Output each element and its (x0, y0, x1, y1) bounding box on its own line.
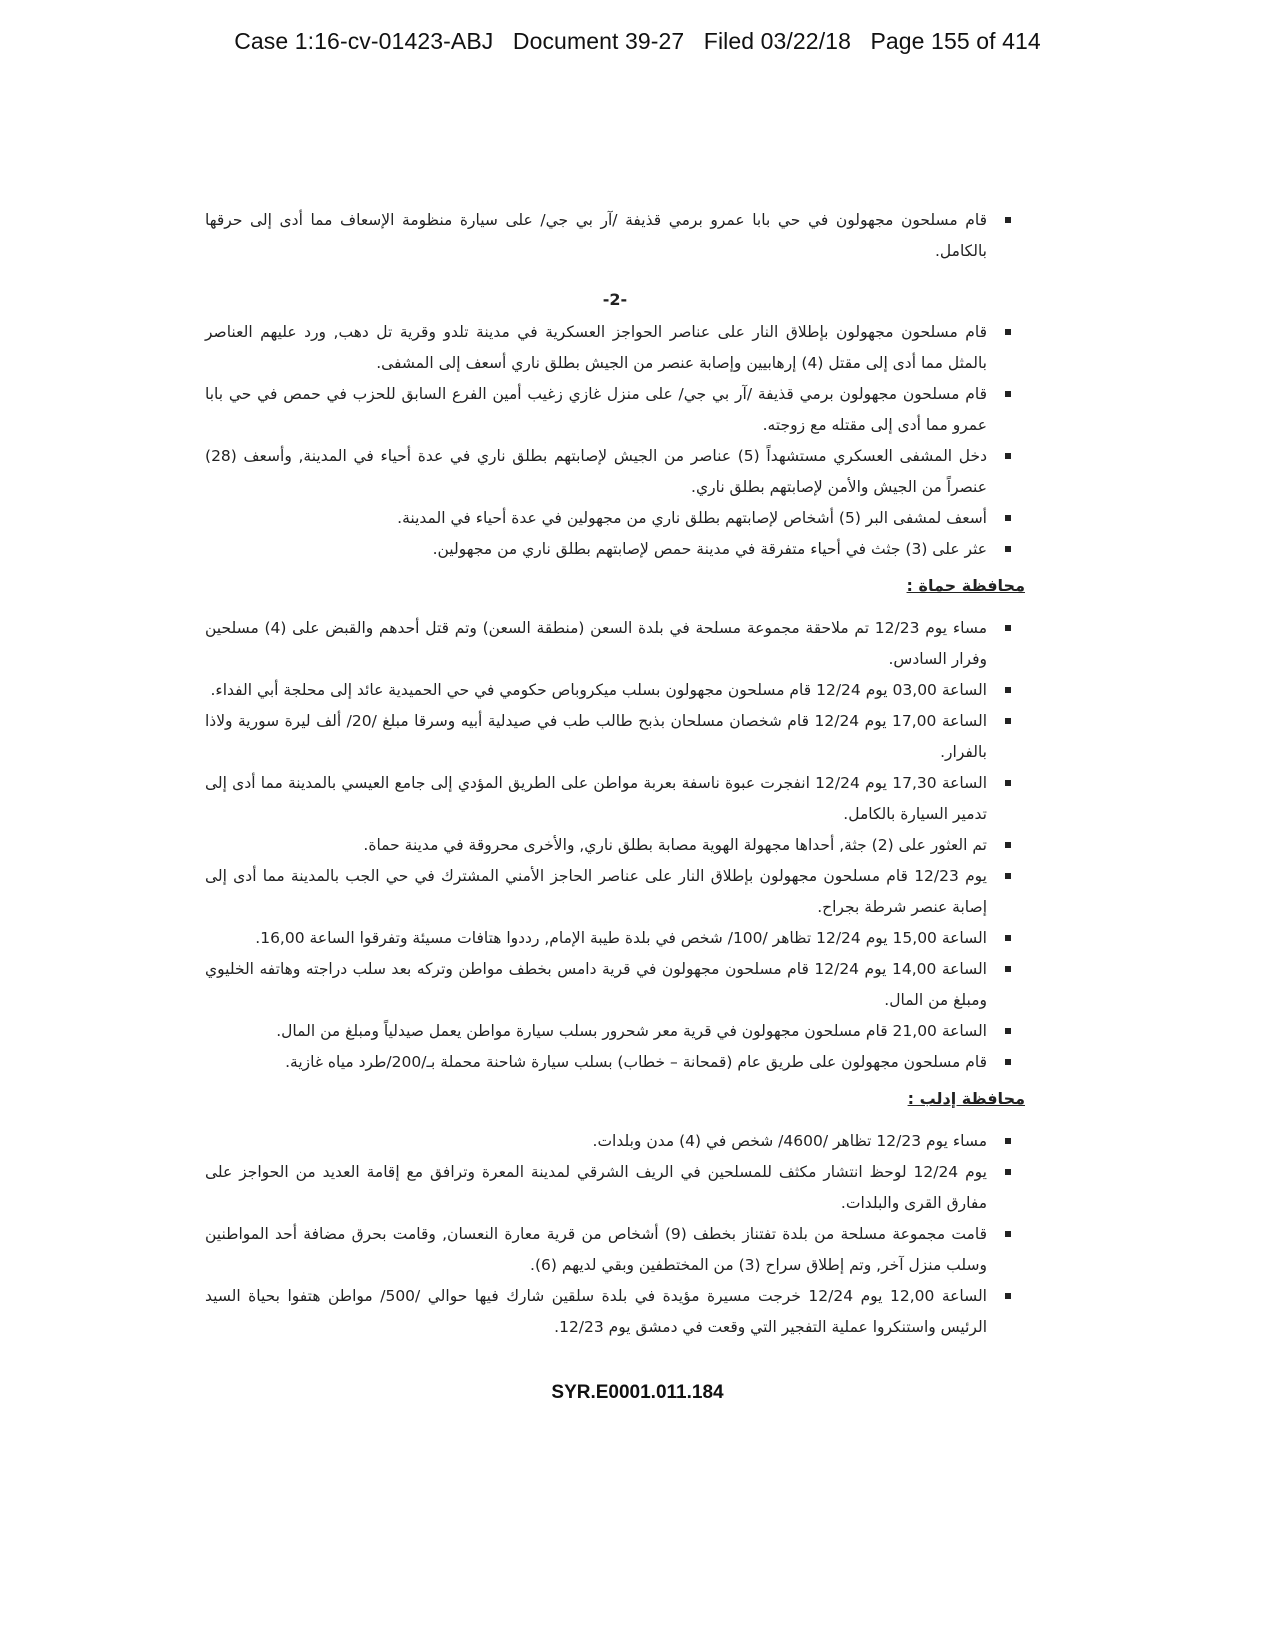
list-item: قام مسلحون مجهولون في حي بابا عمرو برمي قذيفة /آر بي جي/ على سيارة منظومة الإسعاف مما أدى إلى حرقها بالكامل. (205, 205, 1025, 267)
list-item: عثر على (3) جثث في أحياء متفرقة في مدينة حمص لإصابتهم بطلق ناري من مجهولين. (205, 534, 1025, 565)
intro-list (205, 205, 1025, 267)
hama-list (205, 613, 1025, 1078)
case-number: Case 1:16-cv-01423-ABJ (234, 28, 494, 54)
list-item: الساعة 15,00 يوم 12/24 تظاهر /100/ شخص في بلدة طيبة الإمام, رددوا هتافات مسيئة وتفرقوا الساعة 16,00. (205, 923, 1025, 954)
list-item: الساعة 14,00 يوم 12/24 قام مسلحون مجهولون في قرية دامس بخطف مواطن وتركه بعد سلب دراجته وهاتفه الخليوي ومبلغ من المال. (205, 954, 1025, 1016)
report-body (205, 290, 1025, 1343)
list-item: دخل المشفى العسكري مستشهداً (5) عناصر من الجيش لإصابتهم بطلق ناري في عدة أحياء في المدينة, وأسعف (28) عنصراً من الجيش والأمن لإصابتهم بطلق ناري. (205, 441, 1025, 503)
list-item: الساعة 17,30 يوم 12/24 انفجرت عبوة ناسفة بعربة مواطن على الطريق المؤدي إلى جامع العيسي بالمدينة مما أدى إلى تدمير السيارة بالكامل. (205, 768, 1025, 830)
bullet-icon (1005, 718, 1011, 724)
bullet-icon (1005, 625, 1011, 631)
idlib-list (205, 1126, 1025, 1343)
idlib-heading: محافظة إدلب : (907, 1089, 1025, 1108)
list-item: الساعة 17,00 يوم 12/24 قام شخصان مسلحان بذبح طالب طب في صيدلية أبيه وسرقا مبلغ /20/ ألف ليرة سورية ولاذا بالفرار. (205, 706, 1025, 768)
list-item: قام مسلحون مجهولون برمي قذيفة /آر بي جي/ على منزل غازي زغيب أمين الفرع السابق للحزب في حمص في حي بابا عمرو مما أدى إلى مقتله مع زوجته. (205, 379, 1025, 441)
bullet-icon (1005, 842, 1011, 848)
list-item: مساء يوم 12/23 تم ملاحقة مجموعة مسلحة في بلدة السعن (منطقة السعن) وتم قتل أحدهم والقبض على (4) مسلحين وفرار السادس. (205, 613, 1025, 675)
list-item: قامت مجموعة مسلحة من بلدة تفتناز بخطف (9) أشخاص من قرية معارة النعسان, وقامت بحرق مضافة أحد المواطنين وسلب منزل آخر, وتم إطلاق سراح (3) من المختطفين وبقي لديهم (6). (205, 1219, 1025, 1281)
bullet-icon (1005, 453, 1011, 459)
bullet-icon (1005, 1293, 1011, 1299)
case-header (0, 28, 1275, 55)
bullet-icon (1005, 780, 1011, 786)
list-item: الساعة 21,00 قام مسلحون مجهولون في قرية معر شحرور بسلب سيارة مواطن يعمل صيدلياً ومبلغ من المال. (205, 1016, 1025, 1047)
bullet-icon (1005, 515, 1011, 521)
homs-list (205, 317, 1025, 565)
list-item: قام مسلحون مجهولون على طريق عام (قمحانة – خطاب) بسلب سيارة شاحنة محملة بـ/200/طرد مياه غازية. (205, 1047, 1025, 1078)
bates-number: SYR.E0001.011.184 (551, 1382, 724, 1403)
bullet-icon (1005, 966, 1011, 972)
bullet-icon (1005, 935, 1011, 941)
page-marker: -2- (602, 290, 628, 309)
bullet-icon (1005, 1059, 1011, 1065)
intro-section (205, 205, 1025, 267)
filed-date: Filed 03/22/18 (703, 28, 851, 54)
bullet-icon (1005, 1138, 1011, 1144)
bullet-icon (1005, 1028, 1011, 1034)
bullet-icon (1005, 391, 1011, 397)
bullet-icon (1005, 687, 1011, 693)
list-item: يوم 12/24 لوحظ انتشار مكثف للمسلحين في الريف الشرقي لمدينة المعرة وترافق مع إقامة العديد من الحواجز على مفارق القرى والبلدات. (205, 1157, 1025, 1219)
bullet-icon (1005, 217, 1011, 223)
bullet-icon (1005, 873, 1011, 879)
bullet-icon (1005, 329, 1011, 335)
list-item: يوم 12/23 قام مسلحون مجهولون بإطلاق النار على عناصر الحاجز الأمني المشترك في حي الجب بالمدينة مما أدى إلى إصابة عنصر شرطة بجراح. (205, 861, 1025, 923)
list-item: تم العثور على (2) جثة, أحداها مجهولة الهوية مصابة بطلق ناري, والأخرى محروقة في مدينة حماة. (205, 830, 1025, 861)
bullet-icon (1005, 1169, 1011, 1175)
list-item: قام مسلحون مجهولون بإطلاق النار على عناصر الحواجز العسكرية في مدينة تلدو وقرية تل دهب, ورد عليهم العناصر بالمثل مما أدى إلى مقتل (4) إرهابيين وإصابة عنصر من الجيش بطلق ناري أسعف إلى المشفى. (205, 317, 1025, 379)
list-item: الساعة 12,00 يوم 12/24 خرجت مسيرة مؤيدة في بلدة سلقين شارك فيها حوالي /500/ مواطن هتفوا بحياة السيد الرئيس واستنكروا عملية التفجير التي وقعت في دمشق يوم 12/23. (205, 1281, 1025, 1343)
bullet-icon (1005, 546, 1011, 552)
list-item: مساء يوم 12/23 تظاهر /4600/ شخص في (4) مدن وبلدات. (205, 1126, 1025, 1157)
bullet-icon (1005, 1231, 1011, 1237)
page-count: Page 155 of 414 (870, 28, 1041, 54)
list-item: أسعف لمشفى البر (5) أشخاص لإصابتهم بطلق ناري من مجهولين في عدة أحياء في المدينة. (205, 503, 1025, 534)
hama-heading: محافظة حماة : (906, 576, 1025, 595)
list-item: الساعة 03,00 يوم 12/24 قام مسلحون مجهولون بسلب ميكروباص حكومي في حي الحميدية عائد إلى محلجة أبي الفداء. (205, 675, 1025, 706)
document-number: Document 39-27 (512, 28, 685, 54)
